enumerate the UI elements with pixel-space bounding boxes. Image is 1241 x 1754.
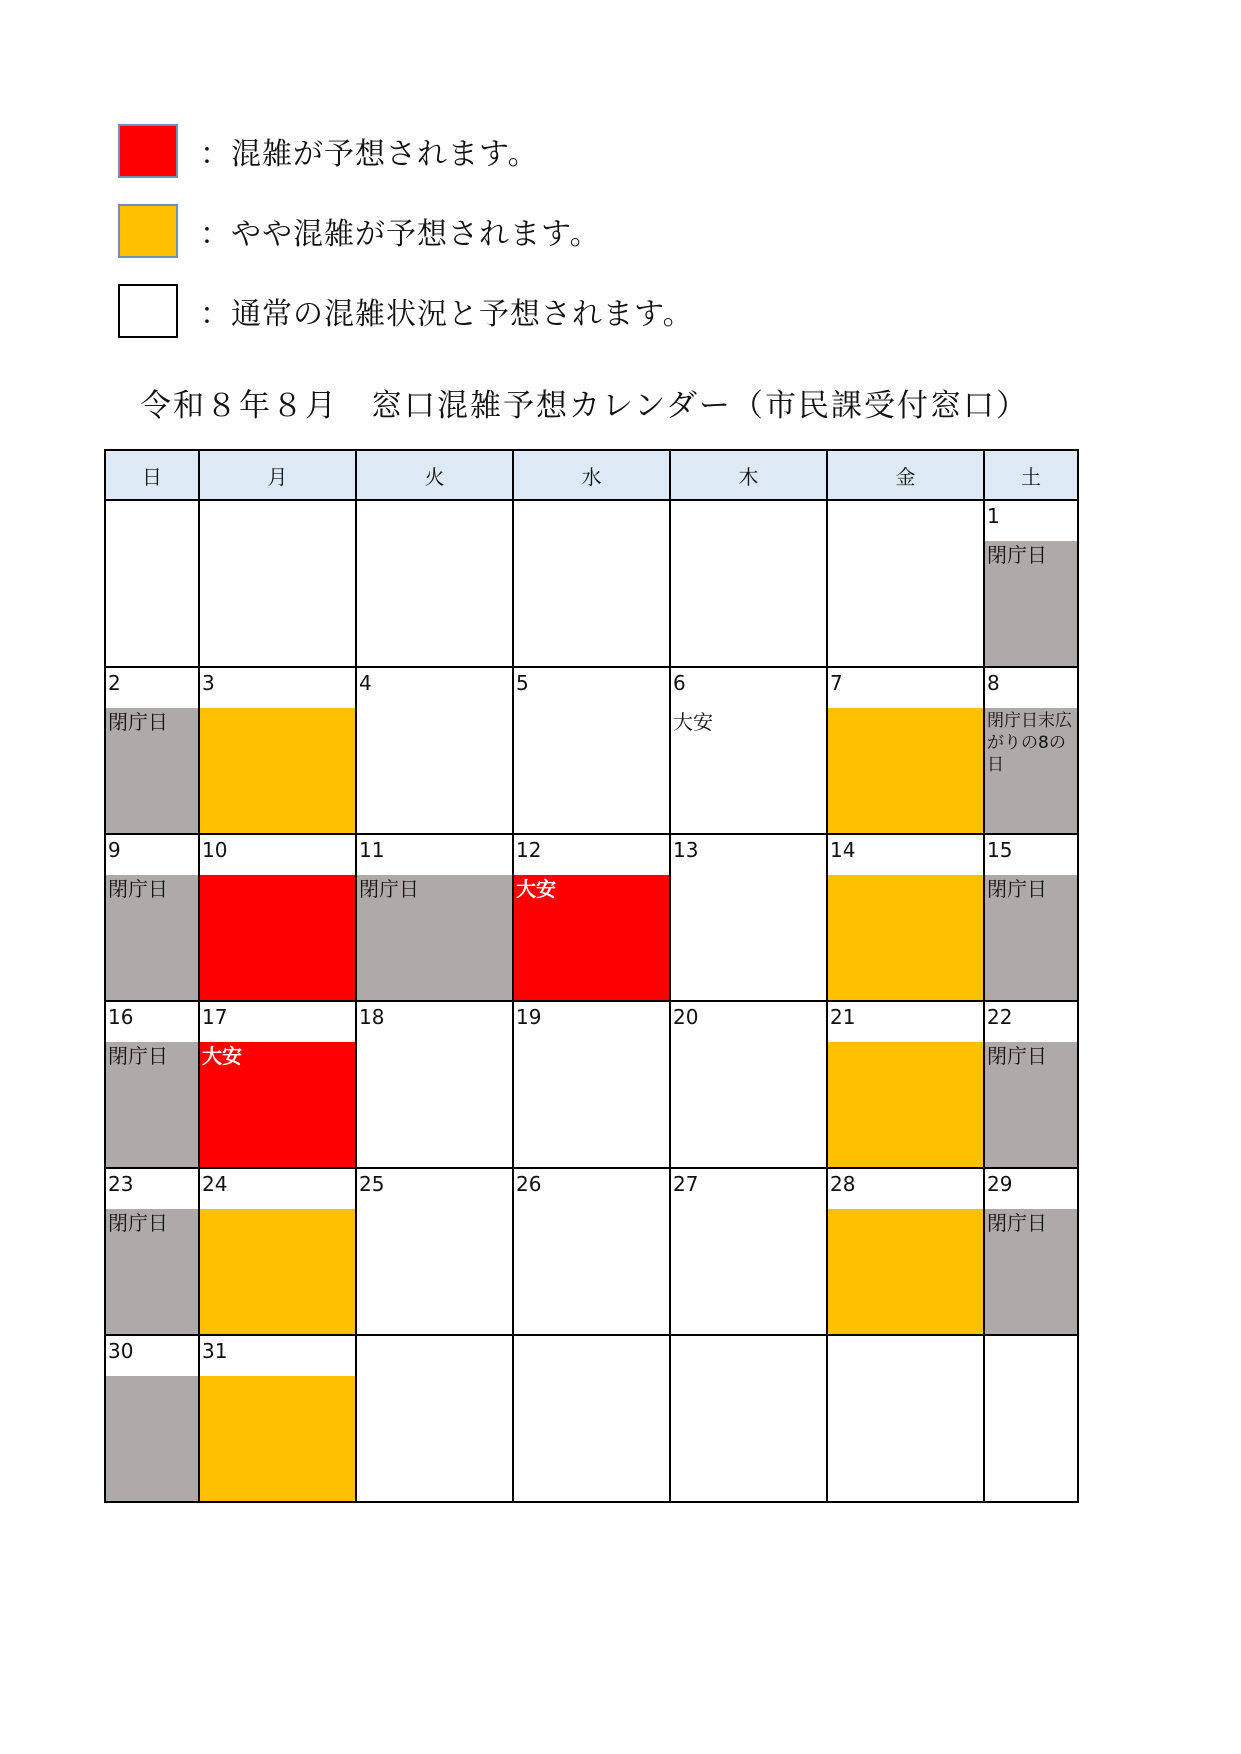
day-cell-content — [671, 1169, 826, 1334]
day-note: 閉庁日 — [108, 1044, 168, 1068]
day-number: 25 — [359, 1172, 385, 1196]
weekday-header-row — [105, 450, 1078, 500]
day-cell-content — [985, 501, 1077, 666]
crowd-level-band — [828, 708, 983, 833]
calendar-day-cell — [513, 1168, 670, 1335]
calendar-day-cell — [827, 1001, 984, 1168]
calendar-day-cell — [356, 1168, 513, 1335]
day-note: 閉庁日 — [987, 543, 1047, 567]
calendar-empty-cell — [356, 500, 513, 667]
crowd-level-band — [200, 708, 355, 833]
calendar-empty-cell — [827, 1335, 984, 1502]
legend — [118, 122, 694, 362]
day-cell-content — [828, 668, 983, 833]
calendar-day-cell — [199, 834, 356, 1001]
calendar-week-row — [105, 500, 1078, 667]
calendar-empty-cell — [670, 1335, 827, 1502]
weekday-wed: 水 — [513, 450, 670, 500]
day-number: 29 — [987, 1172, 1013, 1196]
calendar-week-row — [105, 1335, 1078, 1502]
day-number: 27 — [673, 1172, 699, 1196]
day-number: 9 — [108, 838, 121, 862]
day-note: 閉庁日 — [987, 877, 1047, 901]
day-number: 6 — [673, 671, 686, 695]
crowd-level-band — [828, 875, 983, 1000]
calendar-empty-cell — [513, 500, 670, 667]
day-number: 11 — [359, 838, 385, 862]
day-cell-content — [985, 1002, 1077, 1167]
calendar-day-cell — [105, 834, 199, 1001]
day-cell-content — [514, 668, 669, 833]
day-number: 22 — [987, 1005, 1013, 1029]
day-number: 21 — [830, 1005, 856, 1029]
day-number: 18 — [359, 1005, 385, 1029]
day-cell-content — [200, 1002, 355, 1167]
day-note: 閉庁日 — [108, 1211, 168, 1235]
calendar-day-cell — [513, 667, 670, 834]
calendar-day-cell — [984, 1001, 1078, 1168]
calendar-empty-cell — [827, 500, 984, 667]
calendar-day-cell — [827, 667, 984, 834]
day-cell-content — [828, 1169, 983, 1334]
day-cell-content — [357, 1002, 512, 1167]
day-cell-content — [357, 835, 512, 1000]
day-cell-content — [106, 1002, 198, 1167]
day-number: 30 — [108, 1339, 134, 1363]
day-note: 閉庁日 — [987, 1044, 1047, 1068]
calendar-day-cell — [513, 1001, 670, 1168]
legend-swatch-white — [118, 284, 178, 338]
day-number: 1 — [987, 504, 1000, 528]
day-number: 31 — [202, 1339, 228, 1363]
day-number: 20 — [673, 1005, 699, 1029]
day-number: 19 — [516, 1005, 542, 1029]
day-cell-content — [106, 835, 198, 1000]
day-cell-content — [514, 1002, 669, 1167]
calendar-day-cell — [513, 834, 670, 1001]
day-cell-content — [357, 1169, 512, 1334]
day-number: 5 — [516, 671, 529, 695]
day-note: 閉庁日 — [108, 710, 168, 734]
day-note: 閉庁日末広がりの8の日 — [987, 711, 1072, 775]
calendar-day-cell — [356, 834, 513, 1001]
day-cell-content — [514, 835, 669, 1000]
weekday-sun: 日 — [105, 450, 199, 500]
crowd-level-band — [200, 1376, 355, 1501]
day-number: 28 — [830, 1172, 856, 1196]
day-cell-content — [671, 668, 826, 833]
calendar-day-cell — [670, 1001, 827, 1168]
crowd-level-band — [200, 1209, 355, 1334]
legend-swatch-red — [118, 124, 178, 178]
calendar-day-cell — [105, 1335, 199, 1502]
calendar-week-row — [105, 1168, 1078, 1335]
weekday-tue: 火 — [356, 450, 513, 500]
calendar-empty-cell — [199, 500, 356, 667]
day-number: 7 — [830, 671, 843, 695]
day-number: 2 — [108, 671, 121, 695]
day-cell-content — [985, 1169, 1077, 1334]
day-number: 15 — [987, 838, 1013, 862]
day-number: 16 — [108, 1005, 134, 1029]
day-cell-content — [106, 1169, 198, 1334]
calendar-day-cell — [827, 1168, 984, 1335]
legend-row-somewhat-crowded — [118, 202, 694, 260]
legend-text-normal: ：通常の混雑状況と予想されます。 — [200, 297, 694, 332]
day-note: 大安 — [516, 877, 556, 901]
day-number: 12 — [516, 838, 542, 862]
calendar-day-cell — [199, 1168, 356, 1335]
calendar-day-cell — [199, 1001, 356, 1168]
day-number: 8 — [987, 671, 1000, 695]
day-cell-content — [200, 835, 355, 1000]
day-cell-content — [200, 668, 355, 833]
day-number: 13 — [673, 838, 699, 862]
crowd-level-band — [828, 1042, 983, 1167]
calendar-day-cell — [356, 1001, 513, 1168]
calendar-empty-cell — [670, 500, 827, 667]
day-cell-content — [200, 1336, 355, 1501]
day-cell-content — [671, 1002, 826, 1167]
calendar-empty-cell — [356, 1335, 513, 1502]
calendar-empty-cell — [105, 500, 199, 667]
day-cell-content — [106, 668, 198, 833]
day-cell-content — [357, 668, 512, 833]
calendar-day-cell — [984, 1168, 1078, 1335]
day-cell-content — [671, 835, 826, 1000]
day-cell-content — [985, 835, 1077, 1000]
legend-swatch-amber — [118, 204, 178, 258]
day-number: 4 — [359, 671, 372, 695]
calendar-day-cell — [105, 1168, 199, 1335]
calendar-day-cell — [199, 1335, 356, 1502]
day-number: 23 — [108, 1172, 134, 1196]
day-number: 26 — [516, 1172, 542, 1196]
day-note: 閉庁日 — [359, 877, 419, 901]
calendar-day-cell — [827, 834, 984, 1001]
day-cell-content — [200, 1169, 355, 1334]
calendar-body — [105, 500, 1078, 1502]
legend-text-somewhat-crowded: ：やや混雑が予想されます。 — [200, 217, 601, 252]
calendar-empty-cell — [984, 1335, 1078, 1502]
calendar-week-row — [105, 667, 1078, 834]
day-cell-content — [106, 1336, 198, 1501]
day-note: 閉庁日 — [108, 877, 168, 901]
calendar-day-cell — [984, 500, 1078, 667]
day-number: 24 — [202, 1172, 228, 1196]
calendar-week-row — [105, 834, 1078, 1001]
weekday-sat: 土 — [984, 450, 1078, 500]
legend-row-normal — [118, 282, 694, 340]
calendar-day-cell — [105, 1001, 199, 1168]
day-note: 大安 — [202, 1044, 242, 1068]
calendar-empty-cell — [513, 1335, 670, 1502]
weekday-mon: 月 — [199, 450, 356, 500]
day-note: 閉庁日 — [987, 1211, 1047, 1235]
calendar-day-cell — [984, 834, 1078, 1001]
day-cell-content — [828, 1002, 983, 1167]
day-cell-content — [514, 1169, 669, 1334]
calendar-day-cell — [199, 667, 356, 834]
day-number: 14 — [830, 838, 856, 862]
calendar-day-cell — [984, 667, 1078, 834]
weekday-thu: 木 — [670, 450, 827, 500]
crowd-level-band — [200, 875, 355, 1000]
day-number: 10 — [202, 838, 228, 862]
weekday-fri: 金 — [827, 450, 984, 500]
legend-row-crowded — [118, 122, 694, 180]
calendar-day-cell — [356, 667, 513, 834]
crowd-level-band — [828, 1209, 983, 1334]
calendar-day-cell — [670, 1168, 827, 1335]
day-number: 3 — [202, 671, 215, 695]
day-note: 大安 — [673, 710, 713, 734]
legend-text-crowded: ：混雑が予想されます。 — [200, 137, 539, 172]
calendar-day-cell — [670, 834, 827, 1001]
day-cell-content — [828, 835, 983, 1000]
calendar-day-cell — [670, 667, 827, 834]
calendar-day-cell — [105, 667, 199, 834]
calendar-week-row — [105, 1001, 1078, 1168]
day-cell-content — [985, 668, 1077, 833]
day-number: 17 — [202, 1005, 228, 1029]
calendar-title: 令和８年８月 窓口混雑予想カレンダー（市民課受付窓口） — [140, 388, 1029, 424]
calendar-table — [104, 449, 1079, 1503]
crowd-level-band — [106, 1376, 198, 1501]
